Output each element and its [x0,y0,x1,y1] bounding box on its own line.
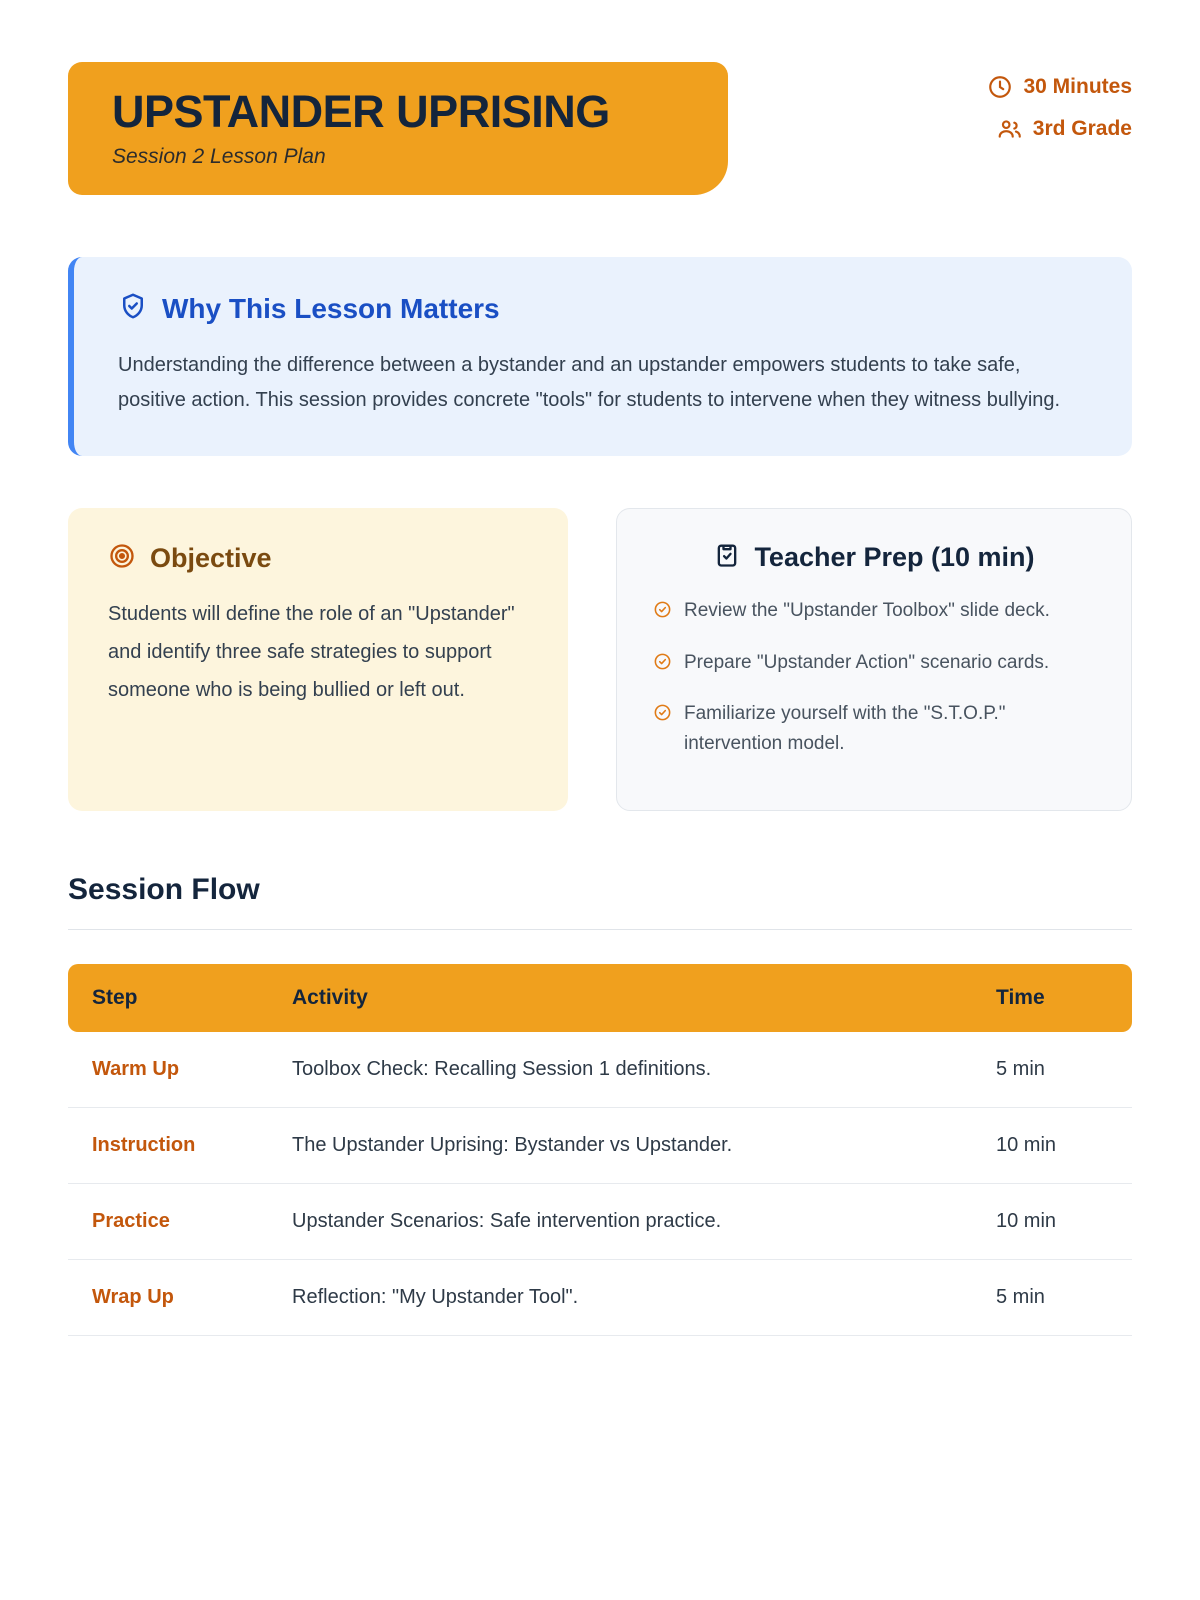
table-row [68,1032,1132,1108]
prep-item [653,648,1095,681]
duration-meta [987,74,1132,100]
grade-meta [987,116,1132,142]
teacher-prep-title: Teacher Prep (10 min) [754,542,1035,573]
row-step: Practice [68,1183,268,1259]
prep-item [653,699,1095,760]
row-time: 5 min [972,1032,1132,1108]
shield-check-icon [118,291,148,326]
prep-item-label: Review the "Upstander Toolbox" slide deck. [684,600,1050,622]
two-column-section [68,508,1132,811]
objective-header [108,542,528,575]
row-time: 10 min [972,1183,1132,1259]
why-header [118,291,1088,326]
objective-title: Objective [150,543,272,574]
objective-card [68,508,568,811]
table-row [68,1107,1132,1183]
why-title: Why This Lesson Matters [162,292,500,324]
session-flow-table [68,964,1132,1336]
objective-body: Students will define the role of an "Upstander" and identify three safe strategies to support someone who is being bullied or left out. [108,603,515,702]
row-time: 10 min [972,1107,1132,1183]
prep-item [653,596,1095,629]
target-icon [108,542,136,575]
people-icon [997,116,1023,142]
row-activity: Reflection: "My Upstander Tool". [268,1259,972,1335]
column-header-activity: Activity [268,964,972,1032]
prep-item-label: Familiarize yourself with the "S.T.O.P." intervention model. [684,703,1006,755]
check-circle-icon [653,648,672,681]
row-activity: Toolbox Check: Recalling Session 1 definitions. [268,1032,972,1108]
duration-label: 30 Minutes [1023,75,1132,98]
table-row [68,1183,1132,1259]
row-step: Warm Up [68,1032,268,1108]
why-card [68,257,1132,456]
clipboard-check-icon [713,541,741,574]
prep-item-label: Prepare "Upstander Action" scenario cards. [684,651,1050,673]
table-header-row [68,964,1132,1032]
clock-icon [987,74,1013,100]
meta-block [987,62,1132,158]
teacher-prep-card [616,508,1132,811]
why-body: Understanding the difference between a bystander and an upstander empowers students to take safe, positive action. This session provides concrete "tools" for students to intervene when they witness bullying. [118,354,1061,412]
table-row [68,1259,1132,1335]
column-header-step: Step [68,964,268,1032]
page-subtitle: Session 2 Lesson Plan [112,145,326,169]
row-activity: The Upstander Uprising: Bystander vs Upstander. [268,1107,972,1183]
header [68,62,1132,195]
row-step: Wrap Up [68,1259,268,1335]
teacher-prep-header [653,541,1095,574]
title-block [68,62,728,195]
session-flow-title: Session Flow [68,873,1132,930]
row-step: Instruction [68,1107,268,1183]
column-header-time: Time [972,964,1132,1032]
row-activity: Upstander Scenarios: Safe intervention practice. [268,1183,972,1259]
grade-label: 3rd Grade [1032,117,1132,140]
check-circle-icon [653,596,672,629]
check-circle-icon [653,699,672,760]
page-title: UPSTANDER UPRISING [112,86,610,137]
row-time: 5 min [972,1259,1132,1335]
